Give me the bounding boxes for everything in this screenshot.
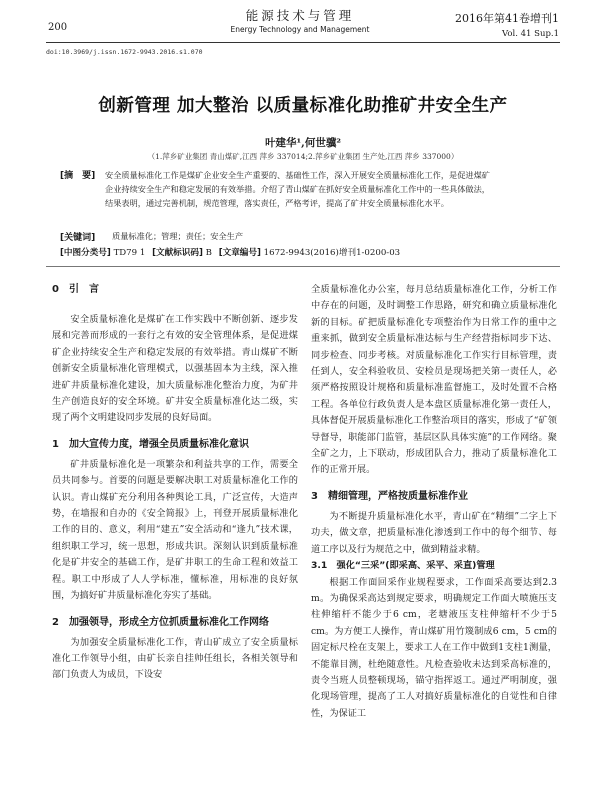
- left-column: [52, 282, 298, 684]
- right-column: [311, 282, 557, 722]
- doc-code-label: [文献标识码]: [152, 248, 203, 258]
- article-id-label: [文章编号]: [218, 248, 261, 258]
- journal-name-en: Energy Technology and Management: [230, 25, 370, 34]
- section-2-heading: 2 加强领导，形成全方位抓质量标准化工作网络: [52, 616, 269, 628]
- section-0-heading: 0 引 言: [52, 284, 99, 295]
- authors: 叶建华¹,何世骥²: [265, 137, 341, 149]
- doc-code-value: B: [205, 248, 212, 258]
- section-1-heading: 1 加大宣传力度，增强全员质量标准化意识: [52, 438, 249, 450]
- issue-en: Vol. 41 Sup.1: [502, 29, 559, 39]
- header-rule: [46, 42, 560, 43]
- keywords-label: [关键词]: [60, 233, 96, 243]
- section-1-paragraph: 矿井质量标准化是一项繁杂和利益共享的工作，需要全员共同参与。首要的问题是要解决职工对质量标准化工作的认识。青山煤矿充分利用各种舆论工具，广泛宣传，大造声势，在墙报和自办的《安全简报》上，刊登开展质量标准化工作的目的、意义，利用“建五”安全活动和“逢九”技术课，组织职工学习，统一思想，形成共识。深刻认识到质量标准化是矿井安全的基础工作，是矿井职工的生命工程和效益工程。职工中形成了人人学标准，懂标准，用标准的良好氛围，为搞好矿井质量标准化夯实了基础。: [52, 458, 298, 602]
- section-2-continued: 全质量标准化办公室，每月总结质量标准化工作，分析工作中存在的问题，及时调整工作思路，研究和确立质量标准化新的目标。矿把质量标准化专项整治作为日常工作的重中之重来抓，做到安全质量标准达标与生产经营指标同步下达、同步检查、同步考核。对质量标准化工作实行目标管理，责任到人，安全科验收员、安检员是现场把关第一责任人，必须严格按照设计规格和质量标准监督施工，及时处置不合格工程。各单位行政负责人是本盘区质量标准化第一责任人，具体督促开展质量标准化工作整治项目的落实，形成了“矿领导督导，职能部门监管，基层区队具体实施”的工作网络。聚全矿之力，上下联动，形成团队合力，推动了质量标准化工作的正常开展。: [311, 284, 557, 476]
- abstract-label: [摘 要]: [60, 171, 96, 181]
- issue-cn: 2016年第41卷增刊1: [455, 12, 559, 25]
- clc-value: TD79 1: [113, 248, 146, 258]
- article-title: 创新管理 加大整治 以质量标准化助推矿井安全生产: [98, 96, 508, 116]
- section-3-heading: 3 精细管理，严格按质量标准作业: [311, 490, 468, 502]
- keywords-text: 质量标准化；管理；责任；安全生产: [112, 231, 244, 241]
- section-3-1-heading: 3.1 强化“三采”(即采高、采平、采直)管理: [311, 560, 495, 572]
- section-rule: [46, 266, 560, 267]
- affiliation: （1.萍乡矿业集团 青山煤矿,江西 萍乡 337014;2.萍乡矿业集团 生产处,江西 萍乡 337000）: [147, 152, 459, 161]
- section-3-1-paragraph: 根据工作面回采作业规程要求，工作面采高要达到2.3 m。为确保采高达到规定要求，明确规定工作面大喷施压支柱伸缩杆不能少于6 cm，老塘液压支柱伸缩杆不少于5 cm。为方便工人操作，青山煤矿用竹篾制成6 cm，5 cm的固定标尺栓在支架上，要求工人在工作中做到1支柱1测量，不能靠目测，杜绝随意性。凡检查验收未达到采高标准的，责令当班人员整顿现场，锚守指挥返工。通过严明制度，强化现场管理，提高了工人对搞好质量标准化的自觉性和自律性，为保证工: [311, 576, 557, 719]
- section-0-paragraph: 安全质量标准化是煤矿在工作实践中不断创新、逐步发展和完善而形成的一套行之有效的安全管理体系，是促进煤矿企业持续安全生产和稳定发展的有效举措。青山煤矿不断创新安全质量标准化管理模式，以强基固本为主线，深入推进矿井质量标准化建设，加大质量标准化整治力度，为矿井生产创造良好的安全环境。矿井安全质量标准化达二级，实现了两个文明建设同步发展的良好局面。: [52, 314, 298, 424]
- section-3-paragraph: 为不断提升质量标准化水平，青山矿在“精细”二字上下功夫，做文章，把质量标准化渗透到工作中的每个细节、每道工序以及行为规范之中，做到精益求精。: [311, 510, 557, 555]
- classification-row: [60, 246, 404, 258]
- clc-label: [中图分类号]: [60, 248, 111, 258]
- journal-name-cn: 能源技术与管理: [245, 8, 355, 23]
- doi: doi:10.3969/j.issn.1672-9943.2016.s1.070: [46, 48, 203, 56]
- page-number: 200: [48, 22, 68, 33]
- section-2-paragraph: 为加强安全质量标准化工作，青山矿成立了安全质量标准化工作领导小组，由矿长亲自挂帅任组长，各相关领导和部门负责人为成员，下设安: [52, 636, 298, 681]
- issue-info: [424, 10, 559, 39]
- journal-header: [200, 6, 400, 34]
- article-id-value: 1672-9943(2016)增刊1-0200-03: [263, 248, 401, 258]
- abstract-text: 安全质量标准化工作是煤矿企业安全生产重要的、基础性工作，深入开展安全质量标准化工作，是促进煤矿企业持续安全生产和稳定发展的有效举措。介绍了青山煤矿在抓好安全质量标准化工作中的一些具体做法，结果表明，通过完善机制，规范管理，落实责任，严格考评，提高了矿井安全质量标准化水平。: [105, 170, 490, 208]
